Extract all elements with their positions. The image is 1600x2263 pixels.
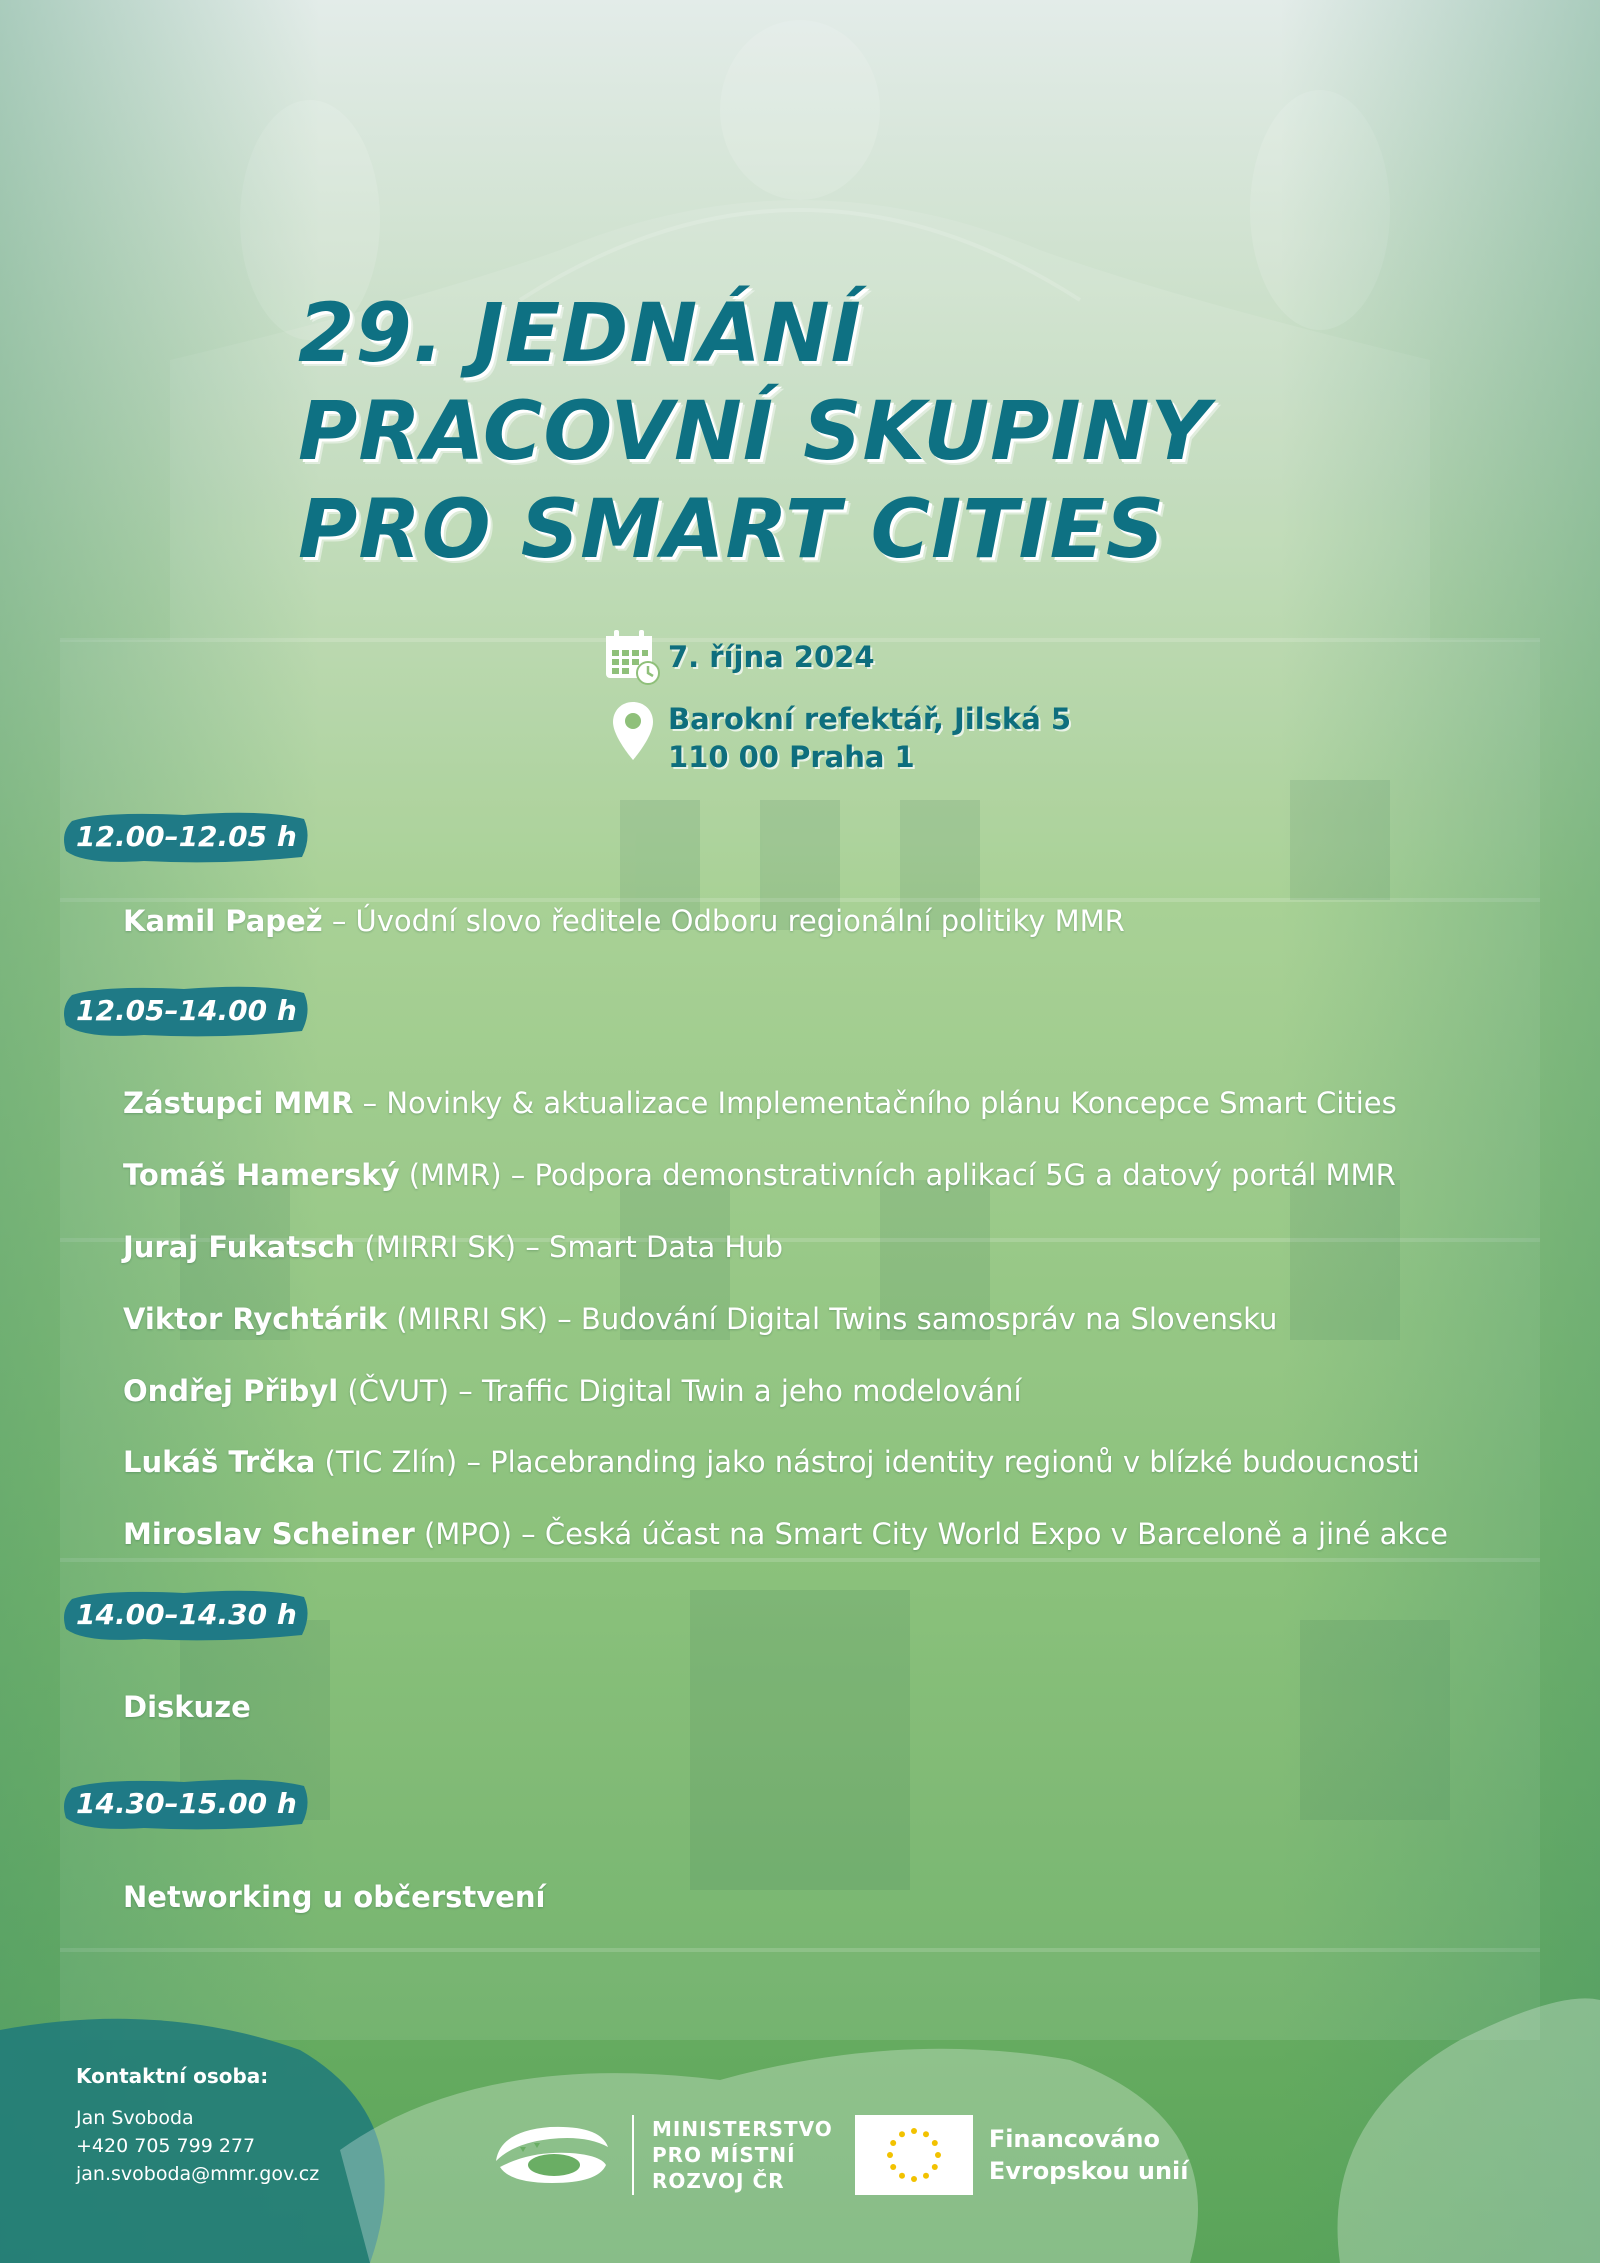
talk-topic: – Traffic Digital Twin a jeho modelování — [458, 1374, 1022, 1408]
talk-topic: – Novinky & aktualizace Implementačního plánu Koncepce Smart Cities — [362, 1086, 1397, 1120]
program-item — [123, 1690, 251, 1724]
program-item — [123, 1302, 1277, 1336]
session-name: Networking u občerstvení — [123, 1880, 546, 1914]
talk-topic: – Česká účast na Smart City World Expo v Barceloně a jiné akce — [521, 1517, 1448, 1551]
contact-heading: Kontaktní osoba: — [76, 2064, 269, 2088]
time-label: 14.30–15.00 h — [76, 1787, 297, 1820]
program-item — [123, 1445, 1420, 1479]
speaker-org: (MMR) — [408, 1158, 502, 1192]
time-badge-1 — [64, 809, 310, 865]
speaker-org: (TIC Zlín) — [324, 1445, 458, 1479]
ministry-line-1: MINISTERSTVO — [652, 2117, 833, 2141]
ministry-line-2: PRO MÍSTNÍ — [652, 2143, 796, 2167]
program-item — [123, 1158, 1396, 1192]
event-venue-row — [598, 700, 1071, 776]
contact-email[interactable]: jan.svoboda@mmr.gov.cz — [76, 2163, 320, 2185]
contact-block — [76, 2064, 319, 2188]
program-item — [123, 1880, 545, 1914]
event-title — [298, 285, 1210, 579]
venue-line-1: Barokní refektář, Jilská 5 — [668, 702, 1072, 736]
program-item — [123, 1086, 1397, 1120]
footer-logos — [490, 2100, 1189, 2210]
eu-line-2: Evropskou unií — [988, 2157, 1189, 2185]
program-item — [123, 1374, 1022, 1408]
time-badge-4 — [64, 1776, 310, 1832]
time-label: 14.00–14.30 h — [76, 1598, 297, 1631]
program-item — [123, 904, 1125, 938]
time-badge-3 — [64, 1587, 310, 1643]
speaker-name: Tomáš Hamerský — [123, 1158, 400, 1192]
calendar-icon — [598, 628, 668, 686]
talk-topic: – Budování Digital Twins samospráv na Slovensku — [557, 1302, 1278, 1336]
session-name: Diskuze — [123, 1690, 251, 1724]
contact-phone[interactable]: +420 705 799 277 — [76, 2135, 256, 2157]
time-badge-2 — [64, 983, 310, 1039]
logo-separator — [632, 2115, 634, 2195]
ministry-name — [652, 2116, 833, 2194]
title-line-2: PRACOVNÍ SKUPINY — [298, 385, 1211, 479]
speaker-name: Juraj Fukatsch — [123, 1230, 356, 1264]
venue-line-2: 110 00 Praha 1 — [668, 740, 915, 774]
location-pin-icon — [598, 700, 668, 762]
speaker-org: (MIRRI SK) — [396, 1302, 548, 1336]
eu-funding-text — [989, 2123, 1189, 2187]
mmr-logo — [490, 2117, 614, 2193]
event-date-row — [598, 628, 875, 686]
time-label: 12.05–14.00 h — [76, 994, 297, 1027]
title-line-1: 29. JEDNÁNÍ — [298, 287, 862, 381]
speaker-name: Zástupci MMR — [123, 1086, 354, 1120]
title-line-3: PRO SMART CITIES — [298, 483, 1166, 577]
speaker-name: Ondřej Přibyl — [123, 1374, 339, 1408]
program-item — [123, 1230, 783, 1264]
speaker-name: Kamil Papež — [123, 904, 323, 938]
eu-flag-icon — [855, 2115, 973, 2195]
talk-topic: – Podpora demonstrativních aplikací 5G a datový portál MMR — [510, 1158, 1396, 1192]
speaker-name: Lukáš Trčka — [123, 1445, 316, 1479]
speaker-name: Miroslav Scheiner — [123, 1517, 415, 1551]
event-date: 7. října 2024 — [668, 640, 875, 674]
ministry-line-3: ROZVOJ ČR — [652, 2169, 785, 2193]
speaker-org: (MPO) — [423, 1517, 512, 1551]
talk-topic: – Smart Data Hub — [525, 1230, 784, 1264]
program-item — [123, 1517, 1448, 1551]
time-label: 12.00–12.05 h — [76, 820, 297, 853]
talk-topic: – Úvodní slovo ředitele Odboru regionální politiky MMR — [331, 904, 1125, 938]
speaker-org: (MIRRI SK) — [364, 1230, 517, 1264]
speaker-org: (ČVUT) — [347, 1374, 450, 1408]
eu-line-1: Financováno — [988, 2125, 1160, 2153]
talk-topic: – Placebranding jako nástroj identity regionů v blízké budoucnosti — [466, 1445, 1420, 1479]
speaker-name: Viktor Rychtárik — [123, 1302, 388, 1336]
contact-name: Jan Svoboda — [76, 2107, 194, 2129]
